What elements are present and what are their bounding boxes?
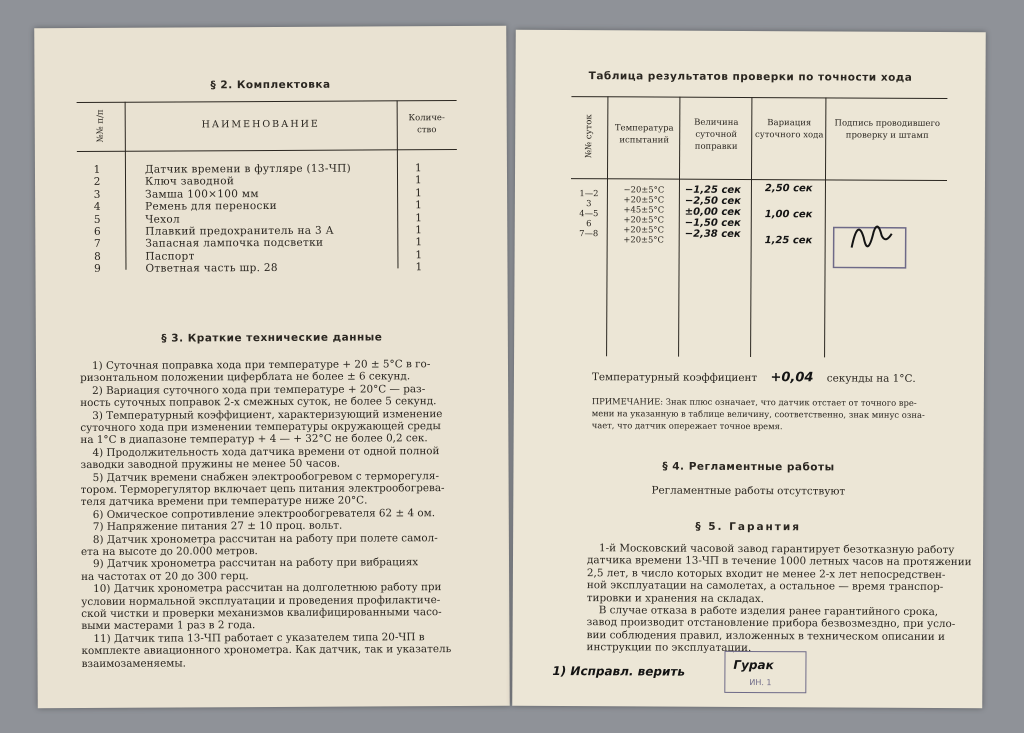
guarantee-line: завод производит отстановление прибора безвозмездно, при усло-	[586, 616, 956, 631]
item-name: Ключ заводной	[144, 175, 235, 189]
left-page	[34, 26, 510, 708]
item-name: Паспорт	[145, 250, 195, 263]
col-signature-header: Подпись проводившего проверку и штамп	[834, 118, 941, 141]
text-line: суточного хода при изменении температуры окружающей среды	[80, 420, 441, 435]
text-line: комплекте авиационного хронометра. Как датчик, так и указатель	[81, 643, 452, 658]
col-variation-header: Вариация суточного хода	[754, 118, 824, 141]
temperature-cell: +45±5°С	[623, 204, 665, 215]
text-line: условии нормальной эксплуатации и проведения профилактиче-	[81, 593, 441, 608]
table-header-rule	[77, 149, 457, 152]
accuracy-table-title: Таблица результатов проверки по точности хода	[588, 70, 913, 84]
item-quantity: 1	[414, 174, 422, 187]
text-line: тором. Терморегулятор включает цепь питания электрообогрева-	[80, 482, 445, 497]
temp-coefficient-unit: секунды на 1°С.	[826, 372, 916, 385]
text-line: 4) Продолжительность хода датчика времени от одной полной	[92, 444, 440, 459]
correction-value: −1,25 сек	[684, 184, 741, 196]
col-num-header: №№ п/п	[95, 109, 106, 143]
table-top-rule	[571, 96, 947, 99]
text-line: взаимозаменяемы.	[81, 657, 186, 670]
guarantee-line: вии соблюдения правил, изложенных в техническом описании и	[586, 628, 945, 643]
item-name: Плавкий предохранитель на 3 А	[145, 224, 334, 238]
item-number: 5	[93, 213, 101, 226]
section-3-title: § 3. Краткие технические данные	[161, 331, 383, 345]
text-line: выми мастерами 1 раз в 2 года.	[81, 619, 256, 633]
col-temp-header: Температура испытаний	[614, 123, 674, 146]
text-line: 3) Температурный коэффициент, характеризующий изменение	[92, 407, 443, 422]
variation-value: 1,25 сек	[764, 235, 813, 247]
item-name: Запасная лампочка подсветки	[145, 237, 324, 251]
note-line: ПРИМЕЧАНИЕ: Знак плюс означает, что датчик отстает от точного вре-	[591, 396, 917, 408]
item-number: 9	[94, 263, 101, 276]
text-line: 8) Датчик хронометра рассчитан на работу при полете самол-	[92, 531, 438, 546]
guarantee-line: датчика времени 13-ЧП в течение 1000 летных часов на протяжении	[586, 554, 972, 569]
correction-value: −1,50 сек	[684, 217, 741, 229]
text-line: 10) Датчик хронометра рассчитан на долголетнюю работу при	[93, 581, 442, 596]
inspection-stamp	[724, 651, 806, 693]
item-quantity: 1	[415, 261, 423, 274]
day-cell: 6	[586, 218, 592, 229]
text-line: 6) Омическое сопротивление электрообогревателя 62 ± 4 ом.	[92, 506, 436, 521]
temp-coefficient-label: Температурный коэффициент	[591, 371, 758, 385]
col-qty-header: Количе- ство	[408, 113, 445, 136]
text-line: на 1°С в диапазоне температур + 4 — + 32°С не более 0,2 сек.	[80, 432, 428, 447]
signature-table	[829, 207, 909, 277]
guarantee-line: 1-й Московский часовой завод гарантирует безотказную работу	[599, 542, 955, 557]
correction-value: −2,38 сек	[684, 228, 741, 240]
section-2-title: § 2. Комплектовка	[210, 78, 331, 92]
item-name: Ответная часть шр. 28	[145, 262, 278, 275]
variation-value: 2,50 сек	[764, 183, 813, 195]
item-number: 3	[93, 188, 101, 201]
temperature-cell: +20±5°С	[623, 224, 665, 235]
col-days-header: №№ суток	[584, 114, 595, 159]
text-line: ской чистки и проверки механизмов квалифицированными часо-	[81, 606, 442, 621]
item-number: 2	[93, 176, 101, 189]
text-line: 7) Напряжение питания 27 ± 10 проц. вольт.	[92, 519, 343, 534]
guarantee-line: тировки и хранения на складах.	[586, 591, 765, 605]
day-cell: 1—2	[579, 188, 599, 199]
guarantee-line: В случае отказа в работе изделия ранее гарантийного срока,	[598, 604, 939, 618]
table-top-rule	[77, 100, 457, 103]
correction-value: −2,50 сек	[684, 195, 741, 207]
section-4-text: Регламентные работы отсутствуют	[651, 484, 846, 498]
temperature-cell: −20±5°С	[623, 184, 665, 195]
item-name: Чехол	[145, 213, 181, 226]
text-line: 2) Вариация суточного хода при температуре + 20°С — раз-	[92, 382, 426, 397]
guarantee-line: инструкции по эксплуатации.	[586, 641, 752, 655]
guarantee-line: ной эксплуатации на самолетах, а остальное — время транспор-	[586, 579, 944, 594]
correction-value: ±0,00 сек	[684, 206, 741, 218]
right-page	[512, 30, 986, 708]
text-line: 1) Суточная поправка хода при температуре + 20 ± 5°С в го-	[91, 358, 431, 372]
item-quantity: 1	[415, 224, 423, 237]
table-header-rule	[571, 178, 947, 181]
item-number: 7	[93, 238, 101, 251]
day-cell: 3	[586, 198, 592, 209]
temperature-cell: +20±5°С	[623, 214, 665, 225]
item-quantity: 1	[415, 187, 422, 200]
text-line: ета на высоте до 20.000 метров.	[80, 545, 258, 559]
item-number: 8	[94, 250, 101, 263]
section-5-title: § 5. Гарантия	[695, 520, 802, 534]
col-correction-header: Величина суточной поправки	[694, 117, 739, 152]
note-line: чает, что датчик опережает точное время.	[591, 420, 783, 432]
text-line: на частотах от 20 до 300 герц.	[81, 569, 249, 583]
temperature-cell: +20±5°С	[623, 234, 665, 245]
item-number: 6	[93, 225, 101, 238]
text-line: теля датчика времени при температуре ниже 20°С.	[80, 494, 368, 509]
item-quantity: 1	[415, 199, 422, 212]
guarantee-line: 2,5 лет, в число которых входит не менее 2-х лет непосредствен-	[586, 566, 946, 581]
variation-value: 1,00 сек	[764, 209, 813, 221]
text-line: ризонтальном положении циферблата не более ± 6 секунд.	[80, 370, 411, 385]
stamp-label: ИН. 1	[749, 678, 772, 688]
day-cell: 7—8	[579, 228, 599, 239]
text-line: 9) Датчик хронометра рассчитан на работу при вибрациях	[92, 556, 419, 571]
item-name: Ремень для переноски	[145, 200, 277, 213]
text-line: 5) Датчик времени снабжен электрообогревом с терморегуля-	[92, 469, 439, 484]
item-name: Датчик времени в футляре (13-ЧП)	[144, 162, 352, 176]
temp-coefficient-value: +0,04	[770, 370, 814, 386]
text-line: ность суточных поправок 2-х смежных суток, не более 5 секунд.	[80, 395, 437, 410]
note-line: мени на указанную в таблице величину, соответственно, знак минус озна-	[591, 408, 925, 420]
handwritten-note: 1) Исправл. верить	[552, 663, 685, 679]
item-quantity: 1	[415, 249, 423, 262]
temperature-cell: +20±5°С	[623, 194, 665, 205]
section-4-title: § 4. Регламентные работы	[662, 460, 835, 474]
day-cell: 4—5	[579, 208, 599, 219]
item-number: 4	[93, 201, 101, 214]
item-number: 1	[93, 163, 101, 176]
item-quantity: 1	[415, 211, 422, 224]
item-quantity: 1	[415, 236, 423, 249]
handwritten-signature: Гурак	[733, 657, 774, 673]
item-name: Замша 100×100 мм	[145, 187, 259, 201]
text-line: 11) Датчик типа 13-ЧП работает с указателем типа 20-ЧП в	[93, 631, 425, 645]
item-quantity: 1	[414, 162, 422, 175]
text-line: заводки заводной пружины не менее 50 часов.	[80, 457, 341, 472]
col-name-header: НАИМЕНОВАНИЕ	[201, 118, 320, 131]
